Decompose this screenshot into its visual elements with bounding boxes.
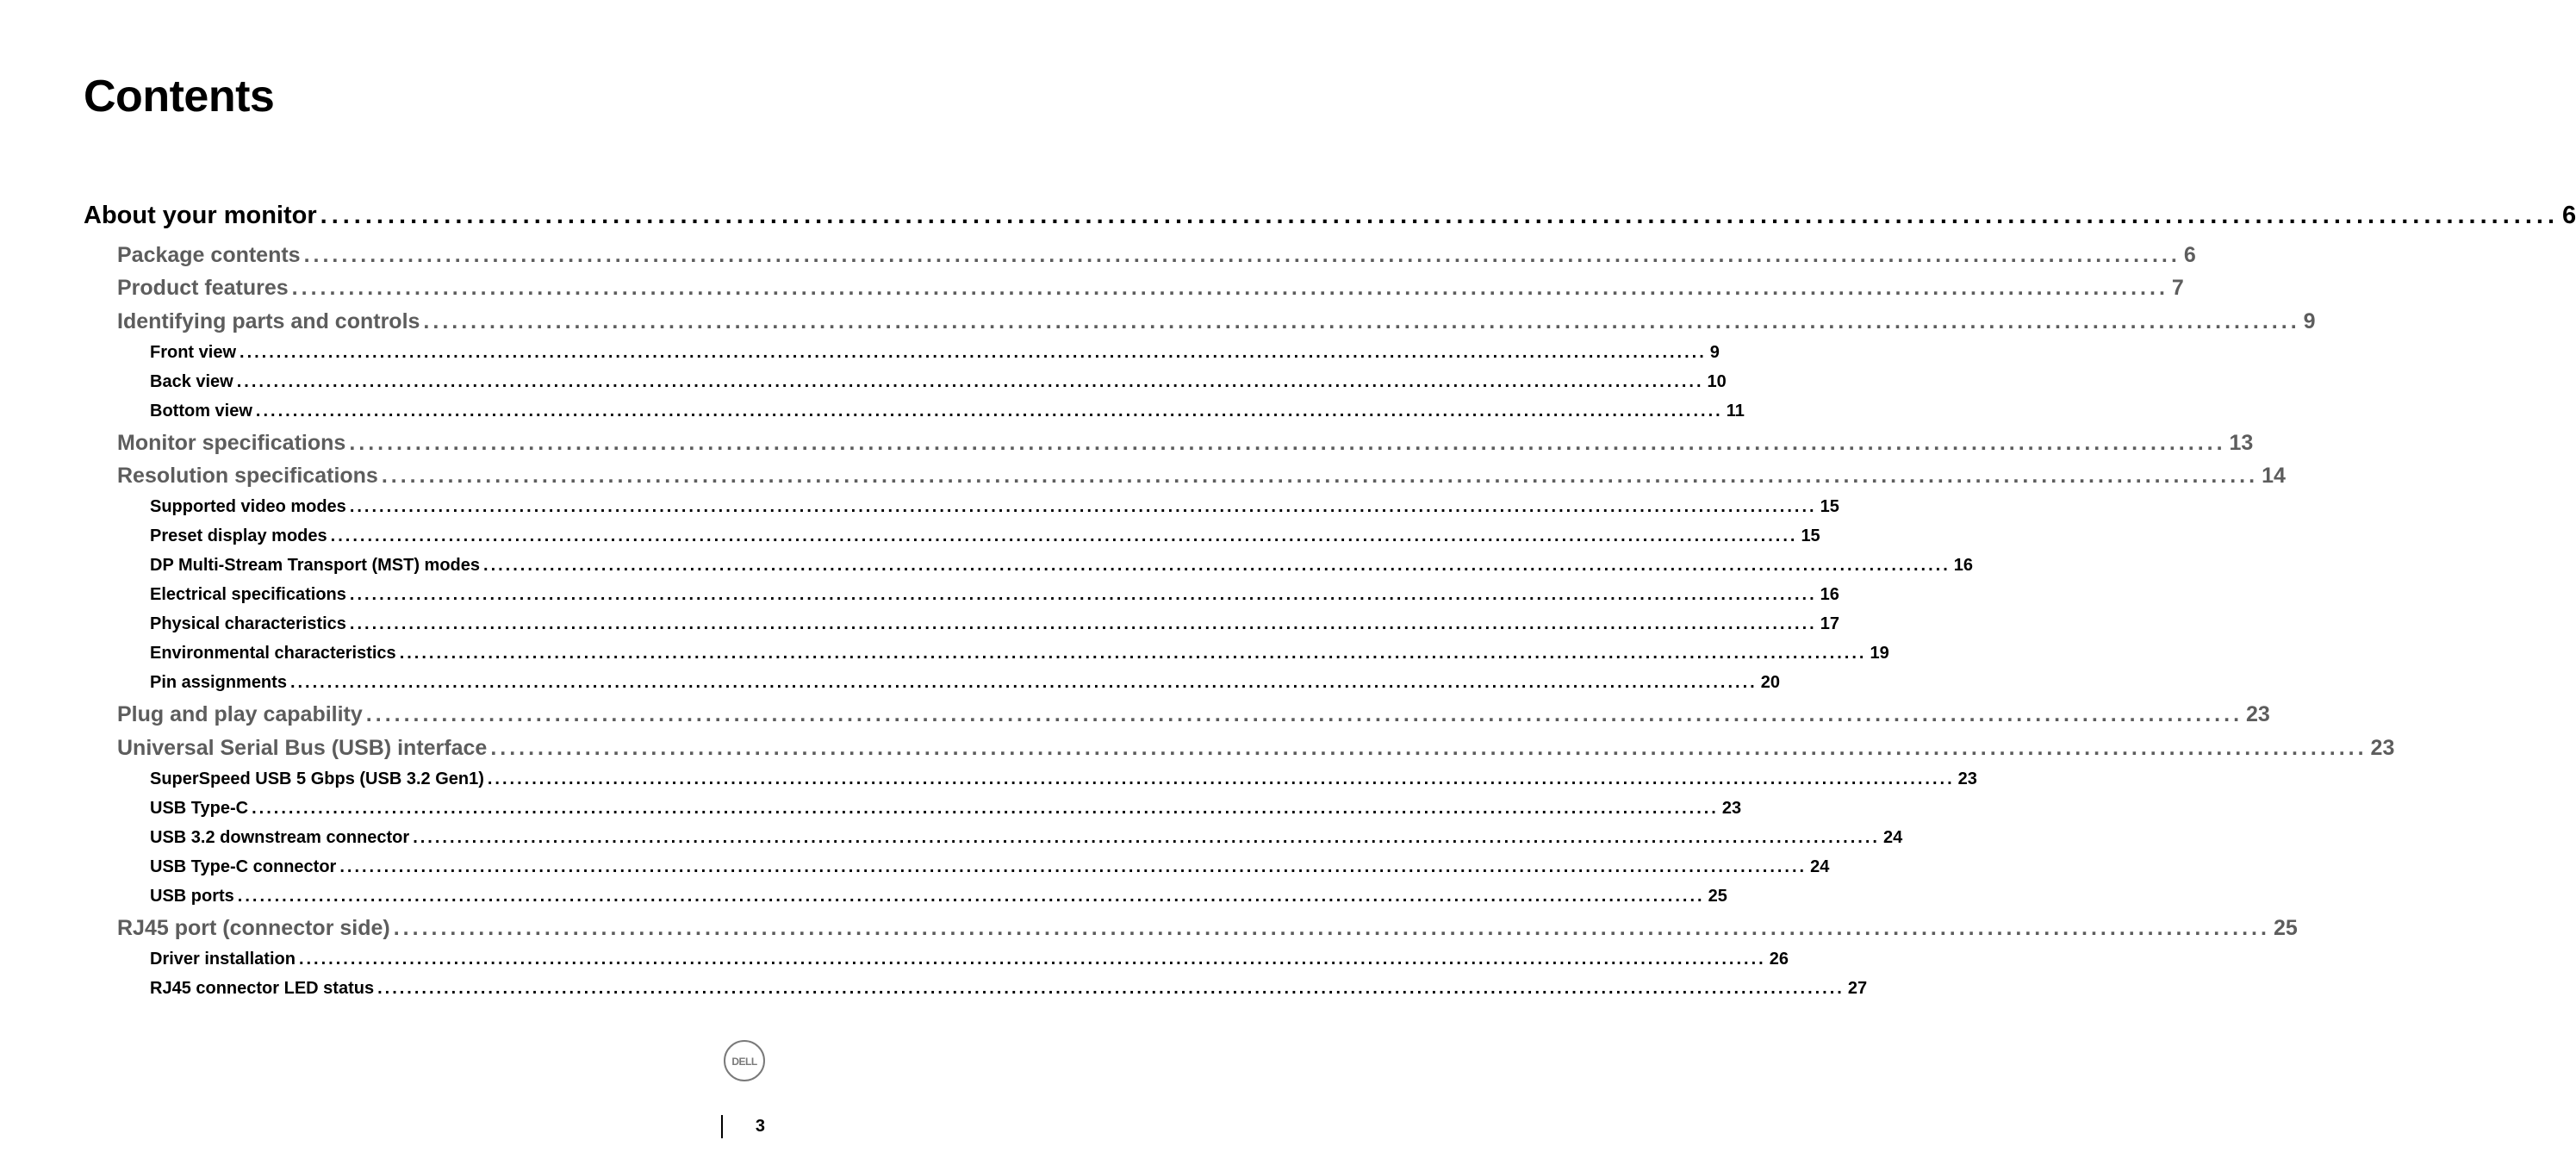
toc-entry-label: RJ45 connector LED status xyxy=(150,979,375,998)
toc-entry[interactable] xyxy=(150,857,1830,880)
toc-dot-leader: ....................................................................................................................................................................................................... xyxy=(240,343,1707,362)
toc-entry-label: USB ports xyxy=(150,887,234,906)
toc-entry-page: 24 xyxy=(1810,857,1830,876)
toc-dot-leader: ....................................................................................................................................................................................................... xyxy=(255,402,1723,421)
toc-entry[interactable] xyxy=(150,526,1820,549)
page-title: Contents xyxy=(84,72,275,121)
toc-entry-page: 17 xyxy=(1820,614,1839,633)
toc-entry-label: USB Type-C connector xyxy=(150,857,337,876)
toc-entry[interactable] xyxy=(117,309,2316,337)
toc-entry-page: 19 xyxy=(1870,644,1889,663)
toc-entry-label: Product features xyxy=(117,276,289,300)
toc-entry[interactable] xyxy=(150,799,1742,821)
toc-entry[interactable] xyxy=(117,702,2270,730)
toc-entry-page: 9 xyxy=(2303,309,2316,333)
toc-entry-label: Back view xyxy=(150,372,233,391)
toc-dot-leader: ....................................................................................................................................................................................................... xyxy=(289,673,1758,692)
toc-dot-leader: ....................................................................................................................................................................................................... xyxy=(377,979,1845,998)
toc-entry-page: 26 xyxy=(1769,950,1789,969)
toc-dot-leader: ....................................................................................................................................................................................................... xyxy=(237,887,1705,906)
toc-entry-page: 23 xyxy=(2370,736,2395,760)
toc-entry-page: 27 xyxy=(1847,979,1868,998)
toc-entry-page: 25 xyxy=(1708,887,1727,906)
toc-entry-label: Pin assignments xyxy=(150,673,287,692)
toc-dot-leader: ....................................................................................................................................................................................................... xyxy=(320,202,2560,229)
toc-entry-label: DP Multi-Stream Transport (MST) modes xyxy=(150,556,481,575)
toc-dot-leader: ....................................................................................................................................................................................................... xyxy=(330,526,1798,545)
toc-entry[interactable] xyxy=(150,887,1727,909)
toc-dot-leader: ....................................................................................................................................................................................................... xyxy=(393,916,2270,940)
toc-dot-leader: ....................................................................................................................................................................................................... xyxy=(349,614,1817,633)
toc-entry[interactable] xyxy=(117,916,2298,944)
toc-entry[interactable] xyxy=(150,673,1780,695)
toc-entry[interactable] xyxy=(117,736,2395,763)
toc-entry-page: 13 xyxy=(2229,431,2254,455)
toc-dot-leader: ....................................................................................................................................................................................................... xyxy=(483,556,1951,575)
footer-divider xyxy=(721,1115,723,1138)
toc-entry[interactable] xyxy=(150,343,1720,365)
toc-entry-label: Bottom view xyxy=(150,402,252,421)
toc-entry-page: 16 xyxy=(1820,585,1839,604)
toc-entry-page: 6 xyxy=(2562,202,2576,229)
toc-entry-label: Driver installation xyxy=(150,950,296,969)
toc-entry[interactable] xyxy=(117,243,2196,271)
toc-dot-leader: ....................................................................................................................................................................................................... xyxy=(487,769,1955,788)
toc-entry-label: Resolution specifications xyxy=(117,464,378,488)
toc-dot-leader: ....................................................................................................................................................................................................... xyxy=(349,585,1817,604)
toc-entry-label: Preset display modes xyxy=(150,526,327,545)
toc-entry-label: RJ45 port (connector side) xyxy=(117,916,390,940)
toc-entry-page: 23 xyxy=(1721,799,1742,818)
toc-entry[interactable] xyxy=(84,202,2576,233)
toc-entry-label: Plug and play capability xyxy=(117,702,363,726)
toc-dot-leader: ....................................................................................................................................................................................................... xyxy=(298,950,1766,969)
toc-entry[interactable] xyxy=(117,431,2254,458)
toc-entry[interactable] xyxy=(117,464,2286,491)
toc-entry-page: 20 xyxy=(1760,673,1780,692)
toc-entry[interactable] xyxy=(150,644,1889,666)
toc-entry[interactable] xyxy=(150,372,1727,395)
toc-dot-leader: ....................................................................................................................................................................................................... xyxy=(291,276,2168,300)
toc-entry[interactable] xyxy=(150,497,1839,520)
toc-dot-leader: ....................................................................................................................................................................................................... xyxy=(381,464,2259,488)
toc-entry[interactable] xyxy=(150,828,1903,850)
toc-dot-leader: ....................................................................................................................................................................................................... xyxy=(423,309,2300,333)
toc-entry-page: 14 xyxy=(2262,464,2286,488)
toc-entry[interactable] xyxy=(117,276,2184,303)
toc-dot-leader: ....................................................................................................................................................................................................... xyxy=(303,243,2181,267)
toc-entry-page: 16 xyxy=(1953,556,1974,575)
page-number: 3 xyxy=(755,1117,765,1136)
toc-entry-label: SuperSpeed USB 5 Gbps (USB 3.2 Gen1) xyxy=(150,769,484,788)
toc-dot-leader: ....................................................................................................................................................................................................... xyxy=(399,644,1867,663)
toc-entry[interactable] xyxy=(150,979,1868,1001)
toc-entry-page: 9 xyxy=(1709,343,1720,362)
toc-entry-label: Identifying parts and controls xyxy=(117,309,420,333)
toc-entry-label: Electrical specifications xyxy=(150,585,346,604)
toc-entry[interactable] xyxy=(150,585,1839,607)
toc-entry[interactable] xyxy=(150,769,1977,792)
toc-entry-page: 23 xyxy=(1957,769,1977,788)
toc-dot-leader: ....................................................................................................................................................................................................... xyxy=(339,857,1808,876)
toc-entry[interactable] xyxy=(150,402,1745,424)
toc-entry-page: 6 xyxy=(2183,243,2196,267)
toc-dot-leader: ....................................................................................................................................................................................................... xyxy=(252,799,1719,818)
toc-entry-label: Front view xyxy=(150,343,237,362)
toc-entry-label: Supported video modes xyxy=(150,497,346,516)
toc-entry-page: 25 xyxy=(2273,916,2298,940)
dell-logo-text: DELL xyxy=(731,1056,757,1068)
toc-entry-page: 10 xyxy=(1707,372,1727,391)
toc-dot-leader: ....................................................................................................................................................................................................... xyxy=(236,372,1704,391)
toc-entry-label: USB Type-C xyxy=(150,799,249,818)
toc-entry[interactable] xyxy=(150,614,1839,637)
toc-entry-page: 23 xyxy=(2246,702,2270,726)
toc-entry-page: 7 xyxy=(2171,276,2184,300)
toc-entry-page: 24 xyxy=(1882,828,1903,847)
toc-entry-label: USB 3.2 downstream connector xyxy=(150,828,410,847)
dell-logo xyxy=(724,1040,765,1081)
toc-dot-leader: ....................................................................................................................................................................................................... xyxy=(349,497,1817,516)
toc-entry-page: 11 xyxy=(1726,402,1745,421)
toc-entry-label: Package contents xyxy=(117,243,301,267)
toc-dot-leader: ....................................................................................................................................................................................................... xyxy=(365,702,2243,726)
toc-dot-leader: ....................................................................................................................................................................................................... xyxy=(413,828,1880,847)
toc-entry-label: Universal Serial Bus (USB) interface xyxy=(117,736,488,760)
toc-entry[interactable] xyxy=(150,556,1974,578)
toc-entry-label: Environmental characteristics xyxy=(150,644,396,663)
toc-entry-page: 15 xyxy=(1801,526,1820,545)
toc-dot-leader: ....................................................................................................................................................................................................... xyxy=(349,431,2226,455)
toc-entry-page: 15 xyxy=(1820,497,1839,516)
toc-entry-label: About your monitor xyxy=(84,202,317,229)
toc-entry-label: Monitor specifications xyxy=(117,431,346,455)
toc-entry-label: Physical characteristics xyxy=(150,614,346,633)
toc-dot-leader: ....................................................................................................................................................................................................... xyxy=(490,736,2368,760)
toc-entry[interactable] xyxy=(150,950,1789,972)
